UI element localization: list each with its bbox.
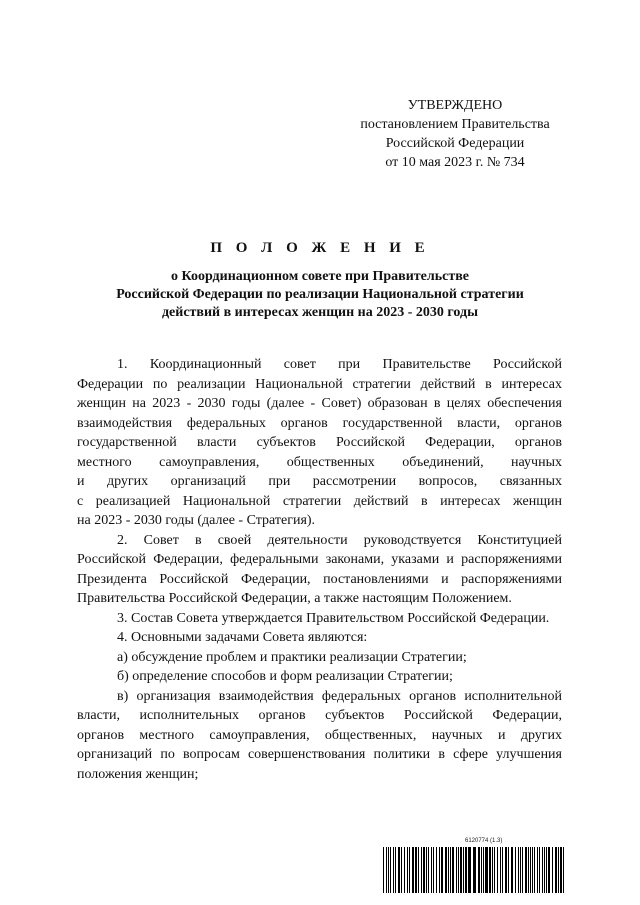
- paragraph-line: на 2023 - 2030 годы (далее - Стратегия).: [77, 513, 316, 528]
- approval-stamp: [340, 96, 570, 172]
- paragraph-line: женщин на 2023 - 2030 годы (далее - Совет) образован в целях обеспечения: [77, 396, 562, 411]
- paragraph: [77, 355, 562, 531]
- barcode-label: 6120774 (1.3): [465, 838, 503, 844]
- paragraph-line: 2. Совет в своей деятельности руководствуется Конституцией: [117, 532, 562, 548]
- approval-line: Российской Федерации: [385, 136, 525, 151]
- paragraph-line: Федерации по реализации Национальной стратегии действий в интересах: [77, 376, 562, 392]
- paragraph: [77, 609, 562, 629]
- subtitle-line: действий в интересах женщин на 2023 - 2030 годы: [161, 305, 479, 320]
- paragraph-line: государственной власти субъектов Российской Федерации, органов: [77, 435, 562, 450]
- paragraph: [77, 667, 562, 687]
- subtitle-line: Российской Федерации по реализации Национальной стратегии: [116, 287, 524, 302]
- paragraph-line: местного самоуправления, общественных объединений, научных: [77, 454, 562, 470]
- paragraph-line: 3. Состав Совета утверждается Правительством Российской Федерации.: [117, 610, 550, 626]
- approval-line: постановлением Правительства: [360, 117, 550, 132]
- paragraph: [77, 687, 562, 785]
- paragraph-line: б) определение способов и форм реализации Стратегии;: [117, 669, 453, 684]
- barcode-icon: [383, 847, 565, 893]
- paragraph: [77, 531, 562, 609]
- approval-heading: УТВЕРЖДЕНО: [407, 98, 503, 113]
- approval-date-number: от 10 мая 2023 г. № 734: [385, 155, 525, 170]
- paragraph-line: Российской Федерации, федеральными законами, указами и распоряжениями: [77, 552, 562, 567]
- paragraph-line: власти, исполнительных органов субъектов Российской Федерации,: [77, 708, 562, 723]
- paragraph-line: Правительства Российской Федерации, а также настоящим Положением.: [77, 591, 512, 606]
- document-body: [77, 355, 562, 784]
- paragraph-line: 1. Координационный совет при Правительстве Российской: [117, 357, 562, 372]
- document-title: П О Л О Ж Е Н И Е: [210, 240, 430, 256]
- paragraph-line: Президента Российской Федерации, постановлениями и распоряжениями: [77, 571, 562, 587]
- paragraph-line: и других организаций при рассмотрении вопросов, связанных: [77, 474, 562, 489]
- paragraph: [77, 628, 562, 648]
- subtitle-line: о Координационном совете при Правительстве: [171, 269, 469, 284]
- paragraph-line: в) организация взаимодействия федеральных органов исполнительной: [117, 688, 562, 704]
- paragraph-line: положения женщин;: [77, 766, 199, 782]
- paragraph-line: с реализацией Национальной стратегии действий в интересах женщин: [77, 493, 562, 509]
- paragraph-line: а) обсуждение проблем и практики реализации Стратегии;: [117, 649, 467, 665]
- paragraph-line: взаимодействия федеральных органов государственной власти, органов: [77, 415, 562, 431]
- paragraph-line: организаций по вопросам совершенствования политики в сфере улучшения: [77, 747, 562, 762]
- document-subtitle: [60, 268, 580, 322]
- paragraph: [77, 648, 562, 668]
- paragraph-line: 4. Основными задачами Совета являются:: [117, 630, 368, 645]
- paragraph-line: органов местного самоуправления, общественных, научных и других: [77, 727, 562, 743]
- barcode-block: [383, 838, 565, 894]
